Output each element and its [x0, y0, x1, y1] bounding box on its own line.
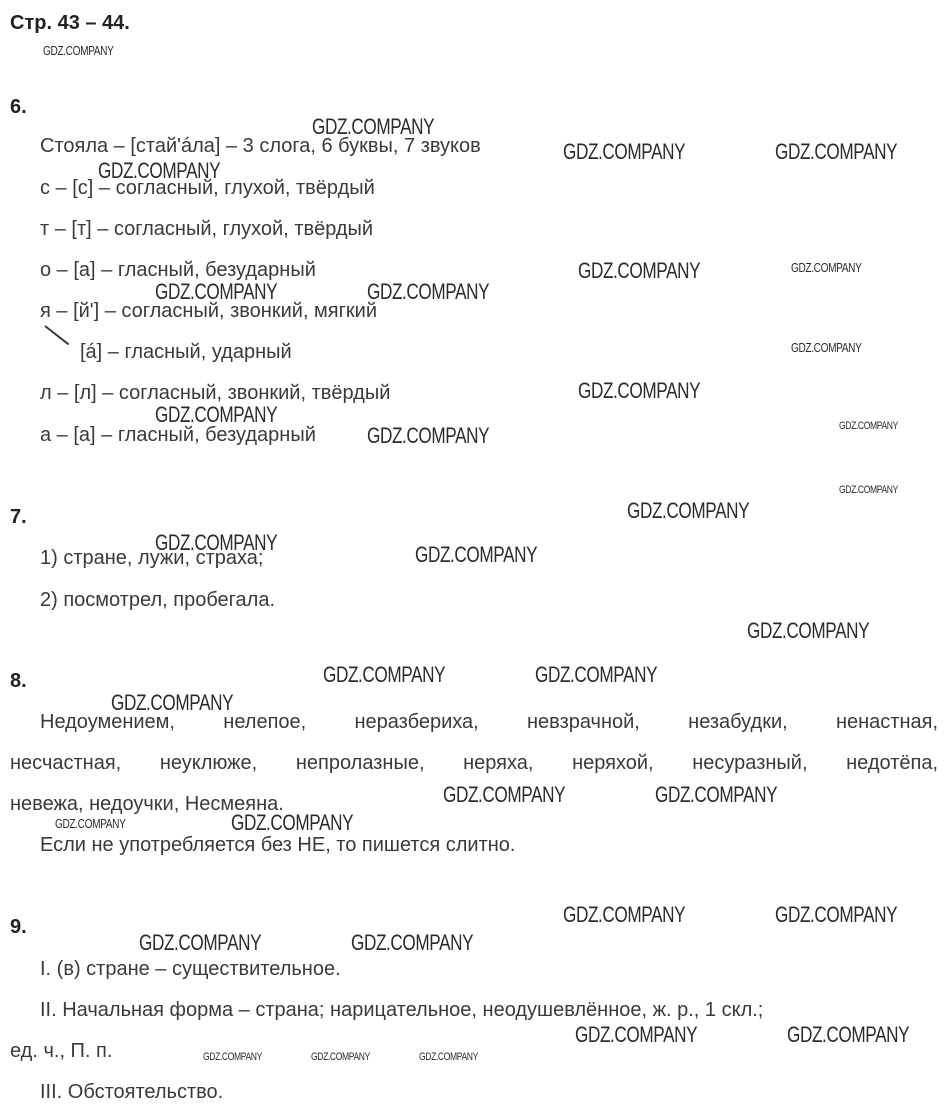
watermark: GDZ.COMPANY — [535, 662, 658, 687]
watermark: GDZ.COMPANY — [231, 810, 354, 835]
watermark: GDZ.COMPANY — [367, 423, 490, 448]
task7-line-1: 1) стране, лужи, страха; — [40, 547, 264, 569]
task-number-9: 9. — [10, 916, 27, 938]
watermark: GDZ.COMPANY — [563, 139, 686, 164]
watermark: GDZ.COMPANY — [155, 530, 278, 555]
task8-line-1: Недоумением, нелепое, неразбериха, невзрачной, незабудки, ненастная, — [40, 711, 938, 733]
task8-line-2: несчастная, неуклюже, непролазные, неряха, неряхой, несуразный, недотёпа, — [10, 752, 938, 774]
task6-line-5: я – [й'] – согласный, звонкий, мягкий — [40, 300, 378, 322]
watermark: GDZ.COMPANY — [155, 402, 278, 427]
watermark: GDZ.COMPANY — [312, 114, 435, 139]
watermark: GDZ.COMPANY — [839, 484, 898, 496]
task9-line-4: III. Обстоятельство. — [40, 1081, 224, 1103]
watermark: GDZ.COMPANY — [155, 279, 278, 304]
task6-line-2: с – [с] – согласный, глухой, твёрдый — [40, 177, 375, 199]
watermark: GDZ.COMPANY — [415, 542, 538, 567]
task-number-7: 7. — [10, 506, 27, 528]
task6-line-6: [á] – гласный, ударный — [80, 341, 292, 363]
watermark: GDZ.COMPANY — [203, 1051, 262, 1063]
watermark: GDZ.COMPANY — [578, 258, 701, 283]
watermark: GDZ.COMPANY — [791, 340, 862, 355]
watermark: GDZ.COMPANY — [775, 902, 898, 927]
watermark: GDZ.COMPANY — [323, 662, 446, 687]
task-number-8: 8. — [10, 670, 27, 692]
page-title: Стр. 43 – 44. — [10, 12, 130, 34]
watermark: GDZ.COMPANY — [787, 1022, 910, 1047]
watermark: GDZ.COMPANY — [839, 420, 898, 432]
task6-line-8: а – [а] – гласный, безударный — [40, 424, 316, 446]
task9-line-1: I. (в) стране – существительное. — [40, 958, 341, 980]
task8-line-3: невежа, недоучки, Несмеяна. — [10, 793, 284, 815]
watermark: GDZ.COMPANY — [747, 618, 870, 643]
watermark: GDZ.COMPANY — [351, 930, 474, 955]
watermark: GDZ.COMPANY — [139, 930, 262, 955]
watermark: GDZ.COMPANY — [98, 158, 221, 183]
task7-line-2: 2) посмотрел, пробегала. — [40, 589, 276, 611]
watermark: GDZ.COMPANY — [367, 279, 490, 304]
watermark: GDZ.COMPANY — [775, 139, 898, 164]
watermark: GDZ.COMPANY — [578, 378, 701, 403]
watermark: GDZ.COMPANY — [111, 690, 234, 715]
watermark: GDZ.COMPANY — [443, 782, 566, 807]
watermark: GDZ.COMPANY — [655, 782, 778, 807]
watermark: GDZ.COMPANY — [627, 498, 750, 523]
watermark: GDZ.COMPANY — [311, 1051, 370, 1063]
branch-line — [44, 325, 69, 345]
watermark: GDZ.COMPANY — [791, 260, 862, 275]
watermark: GDZ.COMPANY — [55, 816, 126, 831]
watermark: GDZ.COMPANY — [419, 1051, 478, 1063]
task9-line-2: II. Начальная форма – страна; нарицательное, неодушевлённое, ж. р., 1 скл.; — [40, 999, 764, 1021]
watermark: GDZ.COMPANY — [43, 43, 114, 58]
task6-line-3: т – [т] – согласный, глухой, твёрдый — [40, 218, 374, 240]
task6-line-7: л – [л] – согласный, звонкий, твёрдый — [40, 382, 391, 404]
watermark: GDZ.COMPANY — [575, 1022, 698, 1047]
task6-line-4: о – [а] – гласный, безударный — [40, 259, 316, 281]
task6-line-1: Стояла – [стай'áла] – 3 слога, 6 буквы, 7 звуков — [40, 135, 481, 157]
watermark: GDZ.COMPANY — [563, 902, 686, 927]
task-number-6: 6. — [10, 96, 27, 118]
task8-line-4: Если не употребляется без НЕ, то пишется слитно. — [40, 834, 516, 856]
task9-line-3: ед. ч., П. п. — [10, 1040, 113, 1062]
